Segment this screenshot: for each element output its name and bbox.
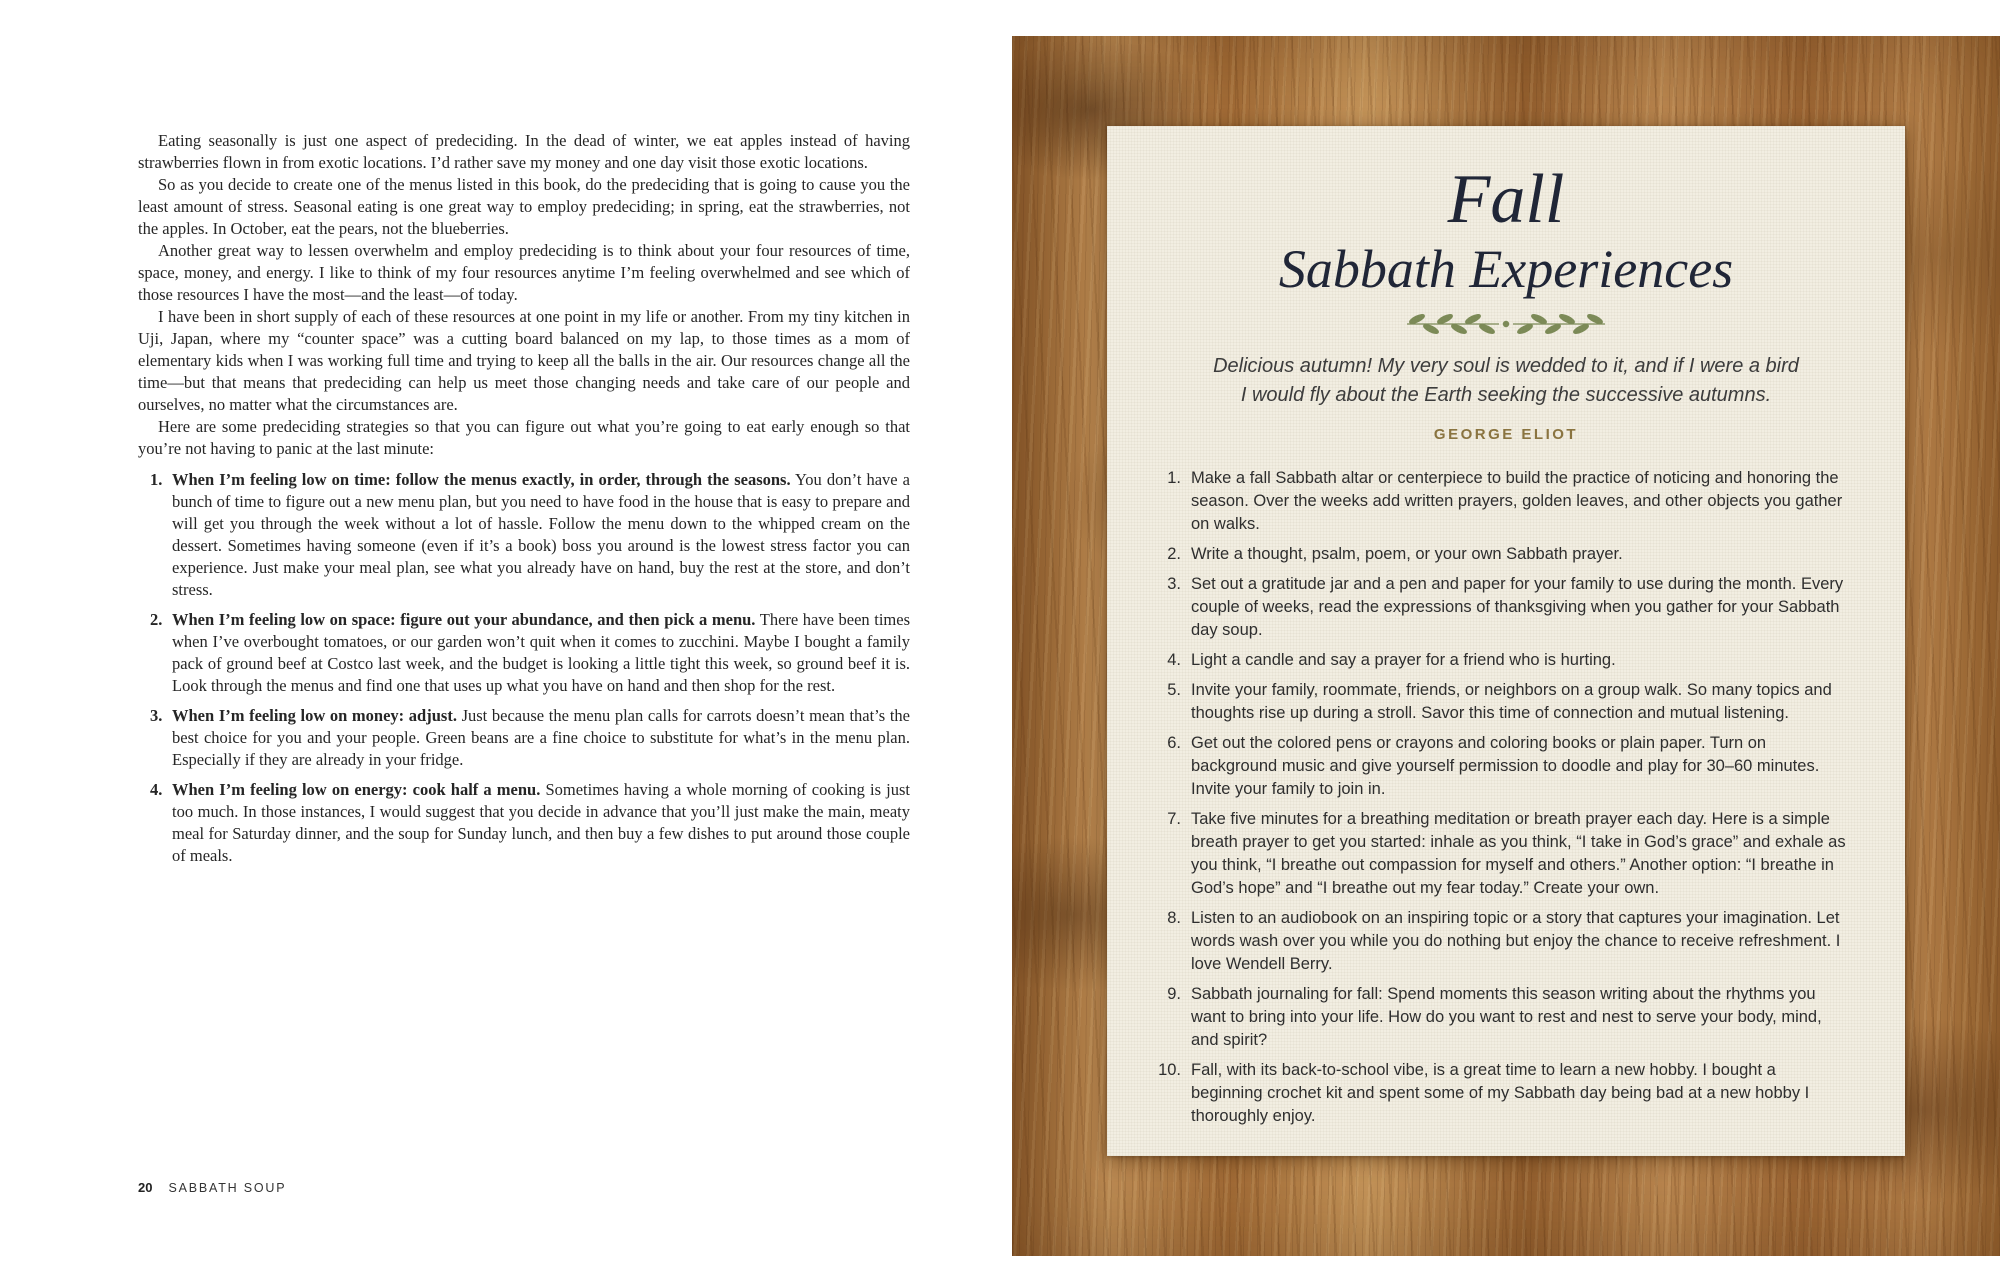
linen-card (1107, 126, 1905, 1156)
experience-item (1153, 543, 1851, 566)
item-text: Take five minutes for a breathing meditation or breath prayer each day. Here is a simple breath prayer to get you started: inhale as you think, “I take in God’s grace” and exhale as you think, “I breathe out compassion for myself and others.” Another option: “I breathe in God’s hope” and “I breathe out my fear today.” Create your own. (1191, 809, 1846, 897)
item-text: Invite your family, roommate, friends, or neighbors on a group walk. So many topics and thoughts rise up during a stroll. Savor this time of connection and mutual listening. (1191, 680, 1832, 722)
season-title: Fall (1447, 161, 1565, 238)
experience-item (1153, 907, 1851, 976)
epigraph-quote (1155, 352, 1857, 410)
item-text: Just because the menu plan calls for carrots doesn’t mean that’s the best choice for you and your people. Green beans are a fine choice to substitute for what’s in the menu plan. Especially if they are already in your fridge. (172, 706, 910, 769)
item-number: 7. (1167, 809, 1181, 828)
item-number: 4. (1167, 650, 1181, 669)
item-number: 10. (1158, 1060, 1181, 1079)
strategy-item (138, 469, 910, 601)
item-lead: When I’m feeling low on time: follow the menus exactly, in order, through the seasons. (172, 470, 791, 489)
body-paragraph: So as you decide to create one of the menus listed in this book, do the predeciding that is going to cause you the least amount of stress. Seasonal eating is one great way to employ predeciding; in spring, eat the strawberries, not the apples. In October, eat the pears, not the blueberries. (138, 175, 910, 238)
item-text: Get out the colored pens or crayons and coloring books or plain paper. Turn on background music and give yourself permission to doodle and play for 30–60 minutes. Invite your family to join in. (1191, 733, 1820, 798)
body-paragraph: I have been in short supply of each of these resources at one point in my life or another. From my tiny kitchen in Uji, Japan, where my “counter space” was a cutting board balanced on my lap, to those times as a mom of elementary kids when I was working full time and trying to keep all the balls in the air. Our resources change all the time—but that means that predeciding can help us meet those changing needs and take care of our people and ourselves, no matter what the circumstances are. (138, 307, 910, 414)
experience-item (1153, 679, 1851, 725)
experience-item (1153, 983, 1851, 1052)
wood-table-photo (1012, 36, 2000, 1256)
body-paragraph: Eating seasonally is just one aspect of predeciding. In the dead of winter, we eat apples instead of having strawberries flown in from exotic locations. I’d rather save my money and one day visit those exotic locations. (138, 131, 910, 172)
item-lead: When I’m feeling low on money: adjust. (172, 706, 457, 725)
experience-item (1153, 573, 1851, 642)
experience-item (1153, 467, 1851, 536)
item-text: There have been times when I’ve overbought tomatoes, or our garden won’t quit when it comes to zucchini. Maybe I bought a family pack of ground beef at Costco last week, and the budget is looking a little tight this week, so ground beef it is. Look through the menus and find one that uses up what you have on hand and then shop for the rest. (172, 610, 911, 695)
item-text: Set out a gratitude jar and a pen and paper for your family to use during the month. Every couple of weeks, read the expressions of thanksgiving when you gather for your Sabbath day soup. (1191, 574, 1844, 639)
item-number: 2. (150, 610, 163, 629)
body-paragraph: Here are some predeciding strategies so that you can figure out what you’re going to eat early enough so that you’re not having to panic at the last minute: (138, 417, 910, 458)
item-number: 3. (150, 706, 163, 725)
item-text: Make a fall Sabbath altar or centerpiece to build the practice of noticing and honoring the season. Over the weeks add written prayers, golden leaves, and other objects you gather on walks. (1191, 468, 1843, 533)
page-footer (138, 1180, 286, 1195)
item-text: Sometimes having a whole morning of cooking is just too much. In those instances, I would suggest that you decide in advance that you’ll just make the main, meaty meal for Saturday dinner, and the soup for Sunday lunch, and then buy a few dishes to put around those couple of meals. (172, 780, 910, 865)
item-number: 5. (1167, 680, 1181, 699)
item-number: 3. (1167, 574, 1181, 593)
running-title: SABBATH SOUP (168, 1181, 287, 1195)
experience-item (1153, 649, 1851, 672)
item-text: Listen to an audiobook on an inspiring topic or a story that captures your imagination. Let words wash over you while you do nothing but enjoy the chance to receive refreshment. I love Wendell Berry. (1191, 908, 1841, 973)
body-text (138, 130, 910, 875)
item-text: Light a candle and say a prayer for a friend who is hurting. (1191, 650, 1616, 669)
item-number: 1. (1167, 468, 1181, 487)
quote-attribution: GEORGE ELIOT (1433, 425, 1579, 443)
strategy-item (138, 779, 910, 867)
experiences-list (1107, 467, 1905, 1128)
item-number: 2. (1167, 544, 1181, 563)
item-number: 1. (150, 470, 163, 489)
page-number: 20 (138, 1180, 153, 1195)
strategies-list (138, 469, 910, 867)
strategy-item (138, 609, 910, 697)
chapter-subtitle: Sabbath Experiences (1278, 238, 1734, 299)
item-text: Write a thought, psalm, poem, or your own Sabbath prayer. (1191, 544, 1623, 563)
item-text: Sabbath journaling for fall: Spend moments this season writing about the rhythms you want to bring into your life. How do you want to rest and nest to serve your body, mind, and spirit? (1191, 984, 1822, 1049)
item-number: 9. (1167, 984, 1181, 1003)
item-number: 8. (1167, 908, 1181, 927)
item-lead: When I’m feeling low on space: figure out your abundance, and then pick a menu. (172, 610, 756, 629)
body-paragraph: Another great way to lessen overwhelm and employ predeciding is to think about your four resources of time, space, money, and energy. I like to think of my four resources anytime I’m feeling overwhelmed and see which of those resources I have the most—and the least—of today. (138, 241, 910, 304)
experience-item (1153, 808, 1851, 900)
laurel-ornament-icon (1107, 312, 1905, 338)
item-number: 4. (150, 780, 163, 799)
strategy-item (138, 705, 910, 771)
experience-item (1153, 1059, 1851, 1128)
item-lead: When I’m feeling low on energy: cook half a menu. (172, 780, 541, 799)
item-text: Fall, with its back-to-school vibe, is a great time to learn a new hobby. I bought a beginning crochet kit and spent some of my Sabbath day being bad at a new hobby I thoroughly enjoy. (1191, 1060, 1810, 1125)
item-text: You don’t have a bunch of time to figure out a new menu plan, but you need to have food in the house that is easy to prepare and will get you through the week without a lot of hassle. Follow the menu down to the whipped cream on the dessert. Sometimes having someone (even if it’s a book) boss you around is the lowest stress factor you can experience. Just make your meal plan, see what you already have on hand, buy the rest at the store, and don’t stress. (172, 470, 911, 599)
quote-line: Delicious autumn! My very soul is wedded to it, and if I were a bird (1213, 354, 1799, 377)
quote-line: I would fly about the Earth seeking the successive autumns. (1240, 383, 1772, 406)
item-number: 6. (1167, 733, 1181, 752)
experience-item (1153, 732, 1851, 801)
right-page (1012, 0, 2000, 1276)
